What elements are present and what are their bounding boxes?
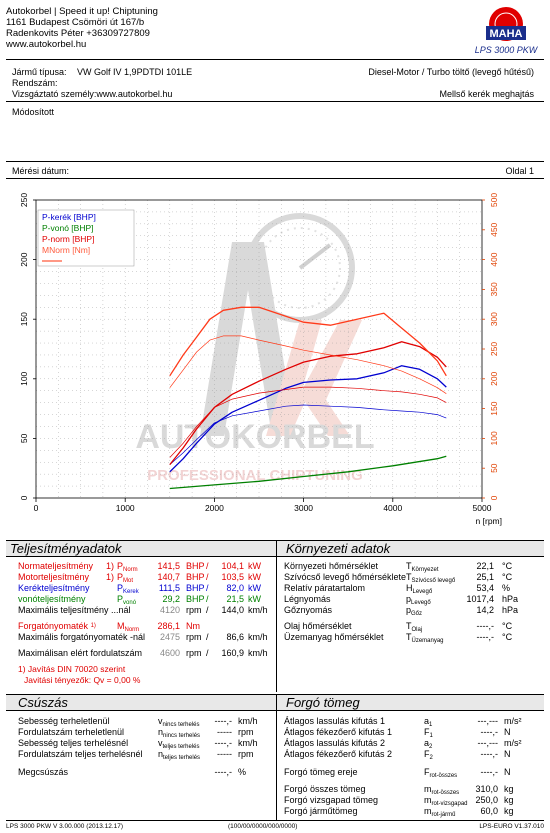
column-divider <box>276 540 277 692</box>
vehicle-type-value: VW Golf IV 1,9PDTDI 101LE <box>77 67 193 77</box>
env-symbol: $H_{Levegő}$ <box>406 583 433 595</box>
tester-value: www.autokorbel.hu <box>96 89 173 99</box>
modified-label: Módosított <box>12 107 55 117</box>
perf-symbol: $P_{Kerek}$ <box>117 583 139 595</box>
y-left-tick-label: 100 <box>19 371 29 386</box>
mass-symbol: $F_{rot-összes}$ <box>424 767 458 779</box>
maxpow-rpm: 4120 <box>159 605 180 615</box>
din-factor: Javitási tényezők: Qv = 0,00 % <box>24 675 141 685</box>
slip-label: Megcsúszás <box>18 767 69 777</box>
y-right-tick-label: 400 <box>489 252 499 267</box>
slip-unit: km/h <box>238 716 258 726</box>
torque-label: Forgatónyomaték <box>18 621 89 631</box>
env-symbol: $T_{Olaj}$ <box>406 621 423 633</box>
mass-symbol: $a_2$ <box>424 738 433 750</box>
slip-label: Sebesség terheletlenül <box>18 716 110 726</box>
watermark-line1: AUTOKORBEL <box>135 418 375 456</box>
mass-symbol: $F_1$ <box>424 727 433 739</box>
x-tick-label: 0 <box>33 503 39 513</box>
mass-value: 60,0 <box>480 806 498 816</box>
drive-type: Mellső kerék meghajtás <box>439 89 534 99</box>
env-value: 22,1 <box>476 561 494 571</box>
footer-software: LPS-EURO V1.37.010 <box>479 823 544 830</box>
env-symbol: $T_{Környezet}$ <box>406 561 439 573</box>
env-value: ----,- <box>476 632 494 642</box>
mass-label: Forgó járműtömeg <box>284 806 358 816</box>
env-value: 25,1 <box>476 572 494 582</box>
maxtorque-speed: 86,6 <box>226 632 244 642</box>
env-value: 14,2 <box>476 605 494 615</box>
perf-value-kw: 103,5 <box>221 572 244 582</box>
slip-label: Sebesség teljes terhelésnél <box>18 738 129 748</box>
divider <box>6 59 544 60</box>
perf-symbol: $P_{Mot}$ <box>117 572 134 584</box>
perf-label: Normateljesítmény <box>18 561 94 571</box>
slip-label: Fordulatszám terheletlenül <box>18 727 125 737</box>
y-right-tick-label: 100 <box>489 431 499 446</box>
divider <box>6 101 544 102</box>
y-left-tick-label: 250 <box>19 192 29 208</box>
y-left-tick-label: 150 <box>19 312 29 327</box>
torque-unit: Nm <box>186 621 200 631</box>
maxrpm-label: Maximálisan elért fordulatszám <box>18 648 143 658</box>
slip-symbol: $n_{nincs terhelés}$ <box>158 727 201 739</box>
perf-value-bhp: 111,5 <box>158 583 180 593</box>
mass-unit: N <box>504 767 511 777</box>
maxrpm-rpm-unit: rpm <box>186 648 202 658</box>
perf-slash: / <box>206 561 209 571</box>
mass-label: Forgó összes tömeg <box>284 784 366 794</box>
mass-label: Forgó vizsgapad tömeg <box>284 795 379 805</box>
x-tick-label: 2000 <box>204 503 224 513</box>
env-value: 53,4 <box>476 583 494 593</box>
env-unit: % <box>502 583 511 593</box>
y-right-tick-label: 50 <box>489 463 499 473</box>
x-tick-label: 1000 <box>115 503 135 513</box>
env-symbol: $p_{Gőz}$ <box>406 605 423 617</box>
y-right-tick-label: 0 <box>489 495 499 501</box>
env-symbol: $T_{Szívócső levegő}$ <box>406 572 456 584</box>
slip-symbol: $v_{teljes terhelés}$ <box>158 738 200 750</box>
mass-symbol: $a_1$ <box>424 716 433 728</box>
slip-value: ----- <box>217 749 232 759</box>
perf-value-kw: 21,5 <box>226 594 244 604</box>
perf-label: Kerékteljesítmény <box>18 583 90 593</box>
slip-unit: % <box>238 767 247 777</box>
perf-symbol: $P_{vonó}$ <box>117 594 137 606</box>
y-right-tick-label: 300 <box>489 312 499 327</box>
torque-label-row: Forgatónyomaték $^{1)}$ <box>18 621 96 631</box>
perf-unit-kw: kW <box>248 561 261 571</box>
company-contact: Radenkovits Péter +36309727809 <box>6 28 150 39</box>
env-symbol: $T_{Üzemanyag}$ <box>406 632 444 644</box>
maxtorque-slash: / <box>206 632 209 642</box>
env-symbol: $p_{Levegő}$ <box>406 594 431 606</box>
mass-label: Átlagos lassulás kifutás 1 <box>284 716 386 726</box>
mass-value: ----,- <box>480 767 498 777</box>
slip-unit: rpm <box>238 727 254 737</box>
power-torque-chart <box>0 180 550 536</box>
logo-model: LPS 3000 PKW <box>474 45 538 55</box>
mass-symbol: $m_{rot-jármű}$ <box>424 806 456 818</box>
environment-title: Környezeti adatok <box>286 541 391 556</box>
legend-label: P-norm [BHP] <box>42 234 95 244</box>
performance-title: Teljesítményadatok <box>10 541 122 556</box>
maxpow-label: Maximális teljesítmény ...nál <box>18 605 131 615</box>
env-value: 1017,4 <box>466 594 494 604</box>
y-right-tick-label: 450 <box>489 222 499 237</box>
perf-value-bhp: 141,5 <box>157 561 180 571</box>
env-unit: hPa <box>502 605 519 615</box>
divider <box>6 178 544 179</box>
y-left-tick-label: 0 <box>19 495 29 501</box>
mass-symbol: $m_{rot-vizsgapad}$ <box>424 795 468 807</box>
perf-value-kw: 104,1 <box>221 561 244 571</box>
slip-title: Csúszás <box>18 695 68 710</box>
perf-value-bhp: 29,2 <box>162 594 180 604</box>
maxpow-rpm-unit: rpm <box>186 605 202 615</box>
mass-symbol: $m_{rot-összes}$ <box>424 784 460 796</box>
x-tick-label: 4000 <box>383 503 403 513</box>
slip-value: ----- <box>217 727 232 737</box>
vehicle-type-row <box>12 67 192 78</box>
perf-note: 1) <box>106 572 115 582</box>
mass-title: Forgó tömeg <box>286 695 360 710</box>
slip-label: Fordulatszám teljes terhelésnél <box>18 749 143 759</box>
company-name: Autokorbel | Speed it up! Chiptuning <box>6 6 158 17</box>
env-label: Üzemanyag hőmérséklet <box>284 632 384 642</box>
mass-symbol: $F_2$ <box>424 749 433 761</box>
maxrpm-slash: / <box>206 648 209 658</box>
maha-logo <box>466 4 546 62</box>
slip-value: ----,- <box>214 738 232 748</box>
slip-value: ----,- <box>214 767 232 777</box>
x-axis-label: n [rpm] <box>475 516 502 526</box>
maxtorque-speed-unit: km/h <box>248 632 268 642</box>
column-divider <box>276 694 277 820</box>
perf-unit-bhp: BHP <box>186 594 205 604</box>
env-unit: hPa <box>502 594 519 604</box>
maha-logo-graphic <box>466 4 546 62</box>
env-label: Szívócső levegő hőmérséklete <box>284 572 407 582</box>
slip-symbol: $n_{teljes terhelés}$ <box>158 749 201 761</box>
mass-value: ----,- <box>480 727 498 737</box>
maxpow-slash: / <box>206 605 209 615</box>
legend-label: MNorm [Nm] <box>42 245 91 255</box>
slip-unit: rpm <box>238 749 254 759</box>
env-unit: °C <box>502 621 513 631</box>
perf-slash: / <box>206 594 209 604</box>
env-label: Olaj hőmérséklet <box>284 621 352 631</box>
mass-value: ----,- <box>480 749 498 759</box>
env-label: Relatív páratartalom <box>284 583 366 593</box>
mass-value: 310,0 <box>475 784 498 794</box>
legend-label: P-vonó [BHP] <box>42 223 94 233</box>
maxpow-speed-unit: km/h <box>248 605 268 615</box>
perf-unit-bhp: BHP <box>186 572 205 582</box>
perf-symbol: $P_{Norm}$ <box>117 561 138 573</box>
x-tick-label: 5000 <box>472 503 492 513</box>
y-left-tick-label: 200 <box>19 252 29 267</box>
mass-label: Átlagos fékezőerő kifutás 2 <box>284 749 393 759</box>
maxrpm-speed-unit: km/h <box>248 648 268 658</box>
company-website: www.autokorbel.hu <box>6 39 87 50</box>
divider <box>6 161 544 162</box>
y-right-tick-label: 500 <box>489 192 499 208</box>
env-label: Környezeti hőmérséklet <box>284 561 379 571</box>
legend-label: P-kerék [BHP] <box>42 212 96 222</box>
torque-symbol: $M_{Norm}$ <box>117 621 140 633</box>
perf-label: vonóteljesítmény <box>18 594 86 604</box>
mass-value: 250,0 <box>475 795 498 805</box>
perf-note: 1) <box>106 561 115 571</box>
tester-row <box>12 89 172 100</box>
watermark-line2: PROFESSIONAL CHIPTUNING <box>147 467 363 484</box>
mass-value: ---,--- <box>477 738 498 748</box>
mass-value: ---,--- <box>477 716 498 726</box>
company-address: 1161 Budapest Csömöri út 167/b <box>6 17 145 28</box>
perf-unit-kw: kW <box>248 594 261 604</box>
section-header-bar <box>6 694 544 711</box>
perf-unit-bhp: BHP <box>186 583 205 593</box>
mass-unit: m/s² <box>504 738 522 748</box>
maxtorque-rpm: 2475 <box>159 632 180 642</box>
din-note: 1) Javítás DIN 70020 szerint <box>18 664 126 674</box>
env-label: Légnyomás <box>284 594 331 604</box>
mass-unit: kg <box>504 806 514 816</box>
perf-unit-kw: kW <box>248 583 261 593</box>
maxrpm-rpm: 4600 <box>159 648 180 658</box>
x-tick-label: 3000 <box>294 503 314 513</box>
page-number: Oldal 1 <box>505 166 534 176</box>
y-right-tick-label: 150 <box>489 401 499 416</box>
footer-code: (100/00/0000/000/0000) <box>228 823 298 830</box>
perf-value-bhp: 140,7 <box>157 572 180 582</box>
tester-label: Vizsgáztató személy: <box>12 89 97 99</box>
footer-divider <box>6 820 544 821</box>
env-unit: °C <box>502 561 513 571</box>
maxtorque-label: Maximális forgatónyomaték -nál <box>18 632 146 642</box>
maxpow-speed: 144,0 <box>221 605 244 615</box>
y-right-tick-label: 200 <box>489 371 499 386</box>
perf-unit-kw: kW <box>248 572 261 582</box>
mass-unit: N <box>504 727 511 737</box>
company-header <box>6 6 158 50</box>
maxrpm-speed: 160,9 <box>221 648 244 658</box>
perf-slash: / <box>206 572 209 582</box>
perf-label: Motorteljesítmény <box>18 572 90 582</box>
maxtorque-rpm-unit: rpm <box>186 632 202 642</box>
mass-unit: m/s² <box>504 716 522 726</box>
y-right-tick-label: 250 <box>489 341 499 357</box>
slip-unit: km/h <box>238 738 258 748</box>
mass-label: Átlagos fékezőerő kifutás 1 <box>284 727 393 737</box>
vehicle-type-label: Jármű típusa: <box>12 67 67 77</box>
mass-label: Forgó tömeg ereje <box>284 767 358 777</box>
env-label: Gőznyomás <box>284 605 333 615</box>
perf-unit-bhp: BHP <box>186 561 205 571</box>
env-value: ----,- <box>476 621 494 631</box>
date-label: Mérési dátum: <box>12 166 70 176</box>
mass-unit: N <box>504 749 511 759</box>
env-unit: °C <box>502 632 513 642</box>
y-right-tick-label: 350 <box>489 282 499 297</box>
mass-unit: kg <box>504 784 514 794</box>
perf-slash: / <box>206 583 209 593</box>
engine-type: Diesel-Motor / Turbo töltő (levegő hűtésű) <box>368 67 534 77</box>
env-unit: °C <box>502 572 513 582</box>
perf-value-kw: 82,0 <box>226 583 244 593</box>
reg-label: Rendszám: <box>12 78 58 88</box>
slip-symbol: $v_{nincs terhelés}$ <box>158 716 200 728</box>
mass-unit: kg <box>504 795 514 805</box>
logo-brand: MAHA <box>489 28 523 40</box>
footer-version: LPS 3000 PKW V 3.00.000 (2013.12.17) <box>6 823 124 830</box>
slip-value: ----,- <box>214 716 232 726</box>
y-left-tick-label: 50 <box>19 433 29 444</box>
torque-value: 286,1 <box>157 621 180 631</box>
watermark <box>135 216 374 484</box>
mass-label: Átlagos lassulás kifutás 2 <box>284 738 386 748</box>
